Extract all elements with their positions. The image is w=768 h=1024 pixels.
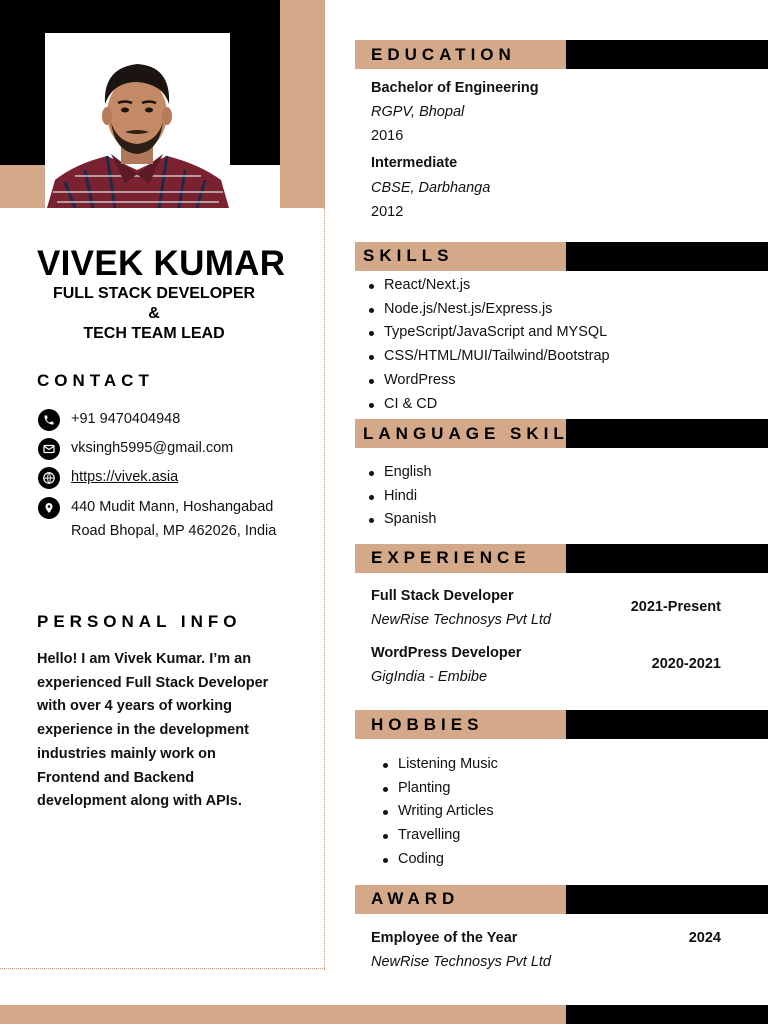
phone-icon — [38, 409, 60, 431]
location-icon — [38, 497, 60, 519]
contact-phone-row — [38, 409, 180, 431]
globe-icon — [38, 467, 60, 489]
column-divider — [324, 208, 325, 970]
address-line-2: Road Bhopal, MP 462026, India — [71, 523, 277, 539]
list-item: Planting — [383, 777, 498, 801]
language-header-black — [566, 419, 768, 448]
list-item: Spanish — [369, 508, 436, 532]
website-link[interactable]: https://vivek.asia — [71, 469, 179, 485]
footer-black-bar — [566, 1005, 768, 1024]
list-item: Node.js/Nest.js/Express.js — [369, 298, 610, 322]
experience-heading: EXPERIENCE — [371, 548, 531, 567]
contact-heading: CONTACT — [37, 371, 154, 390]
list-item: Coding — [383, 848, 498, 872]
skills-header-black — [566, 242, 768, 271]
education-year: 2012 — [371, 204, 404, 220]
footer-tan-bar — [0, 1005, 566, 1024]
profile-photo — [45, 52, 230, 208]
hobbies-header-black — [566, 710, 768, 739]
skills-list — [369, 274, 610, 416]
phone-number: +91 9470404948 — [71, 411, 181, 427]
award-header-black — [566, 885, 768, 914]
contact-website-row — [38, 467, 178, 489]
job-title: FULL STACK DEVELOPER — [52, 285, 256, 302]
list-item: CSS/HTML/MUI/Tailwind/Bootstrap — [369, 345, 610, 369]
bottom-divider — [0, 968, 325, 969]
list-item: English — [369, 461, 436, 485]
education-institution: CBSE, Darbhanga — [371, 180, 491, 196]
list-item: React/Next.js — [369, 274, 610, 298]
list-item: CI & CD — [369, 393, 610, 417]
award-heading: AWARD — [371, 889, 460, 908]
person-name: VIVEK KUMAR — [37, 244, 286, 283]
list-item: Writing Articles — [383, 800, 498, 824]
hobbies-heading: HOBBIES — [371, 715, 484, 734]
experience-period: 2021-Present — [630, 599, 721, 615]
award-title: Employee of the Year — [371, 930, 518, 946]
award-organization: NewRise Technosys Pvt Ltd — [371, 954, 551, 970]
list-item: TypeScript/JavaScript and MYSQL — [369, 321, 610, 345]
education-degree: Intermediate — [371, 155, 458, 171]
list-item: WordPress — [369, 369, 610, 393]
job-title-secondary: TECH TEAM LEAD — [83, 325, 225, 342]
education-year: 2016 — [371, 128, 404, 144]
language-list — [369, 461, 436, 532]
language-heading: LANGUAGE SKILL — [363, 424, 585, 443]
hobbies-list — [383, 753, 498, 872]
experience-company: NewRise Technosys Pvt Ltd — [371, 612, 551, 628]
personal-bio: Hello! I am Vivek Kumar. I’m an experienced Full Stack Developer with over 4 years of working experience in the development industries mainly work on Frontend and Backend development along with APIs. — [37, 651, 269, 810]
experience-period: 2020-2021 — [651, 656, 721, 672]
header-tan-stripe — [280, 0, 325, 208]
list-item: Hindi — [369, 485, 436, 509]
email-icon — [38, 438, 60, 460]
experience-company: GigIndia - Embibe — [371, 669, 488, 685]
experience-title: WordPress Developer — [371, 645, 522, 661]
skills-heading: SKILLS — [363, 246, 454, 265]
personal-info-heading: PERSONAL INFO — [37, 612, 242, 631]
education-institution: RGPV, Bhopal — [371, 104, 465, 120]
award-year: 2024 — [688, 930, 721, 946]
address-line-1: 440 Mudit Mann, Hoshangabad — [71, 499, 274, 515]
experience-title: Full Stack Developer — [371, 588, 514, 604]
education-degree: Bachelor of Engineering — [371, 80, 539, 96]
experience-header-black — [566, 544, 768, 573]
contact-email-row — [38, 438, 233, 460]
list-item: Travelling — [383, 824, 498, 848]
list-item: Listening Music — [383, 753, 498, 777]
education-heading: EDUCATION — [371, 45, 516, 64]
job-title-ampersand: & — [148, 305, 160, 322]
education-header-black — [566, 40, 768, 69]
email-address[interactable]: vksingh5995@gmail.com — [71, 440, 234, 456]
header-tan-corner — [0, 165, 45, 208]
contact-address-row — [38, 497, 276, 543]
address — [71, 495, 276, 543]
